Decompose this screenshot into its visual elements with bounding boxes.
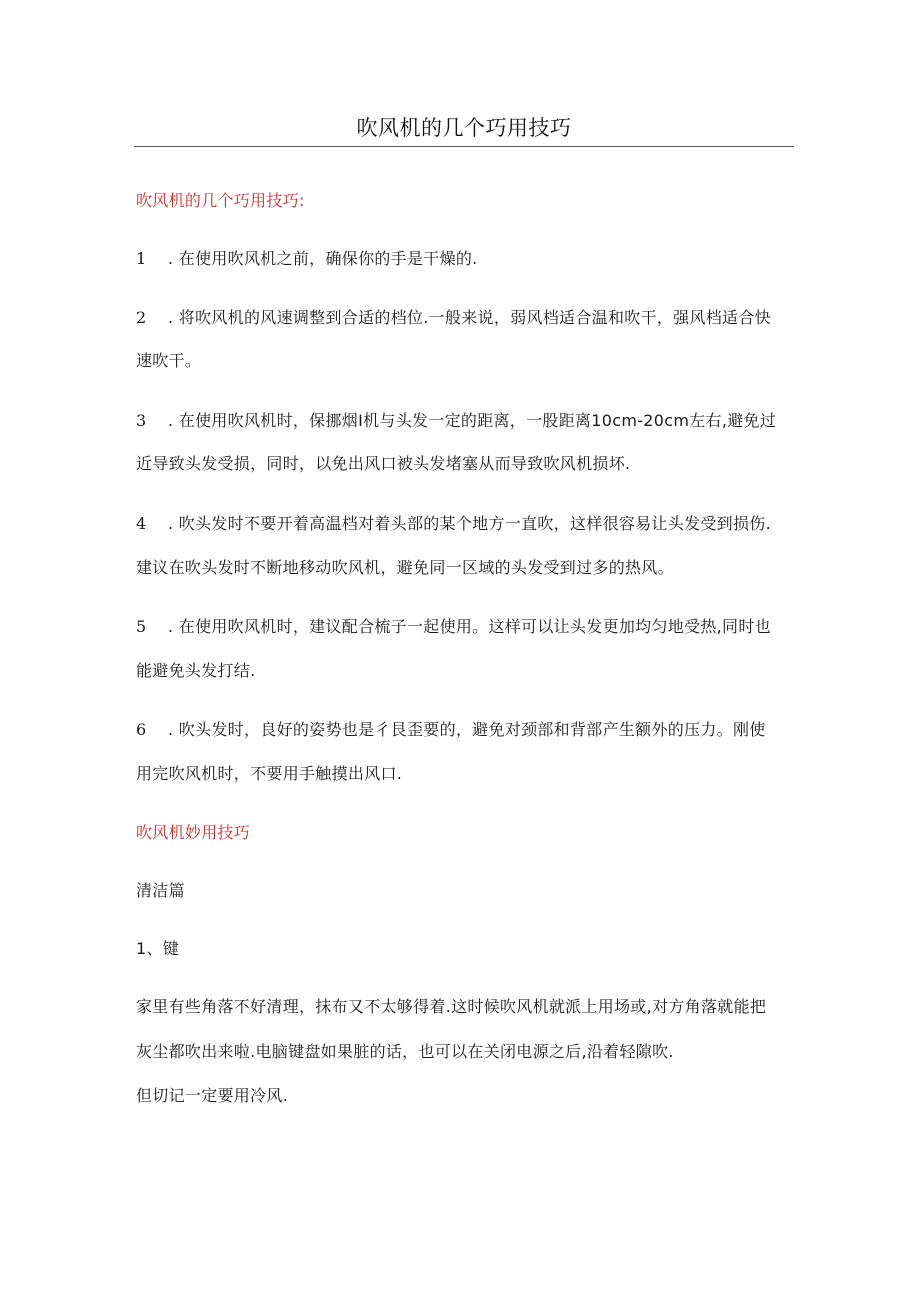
list-item-1: [136, 248, 796, 270]
list-item-6-continuation: 用完吹风机时，不要用手触摸出风口.: [136, 764, 403, 783]
list-item-number: 4: [136, 514, 147, 533]
list-item-text: . 在使用吹风机之前，确保你的手是干燥的.: [168, 249, 478, 268]
list-item-3-continuation: 近导致头发受损，同时，以免出风口被头发堵塞从而导致吹风机损坏.: [136, 454, 631, 473]
list-item-5: [136, 616, 796, 638]
list-item-number: 1: [136, 249, 147, 268]
list-item-4: [136, 513, 796, 535]
document-title: 吹风机的几个巧用技巧: [356, 116, 572, 140]
list-item-text: . 吹头发时，良好的姿势也是彳艮歪要的，避免对颈部和背部产生额外的压力。刚使: [168, 720, 766, 739]
list-item-number: 5: [136, 617, 147, 636]
list-item-6: [136, 719, 796, 741]
list-item-2: [136, 307, 796, 329]
list-item-text: . 将吹风机的风速调整到合适的档位.一般来说，弱风档适合温和吹干，强风档适合快: [168, 308, 771, 327]
list-item-3: [136, 410, 796, 432]
paragraph-line-2: 灰尘都吹出来啦.电脑键盘如果脏的话，也可以在关闭电源之后,沿着轻隙吹.: [136, 1042, 674, 1061]
paragraph-line-3: 但切记一定要用冷风.: [136, 1086, 289, 1105]
subheading-cleaning: 清洁篇: [136, 881, 185, 900]
list-item-5-continuation: 能避免头发打结.: [136, 661, 256, 680]
list-item-4-continuation: 建议在吹头发时不断地移动吹风机，避免同一区域的头发受到过多的热风。: [136, 558, 674, 577]
list-item-text: . 在使用吹风机时，保挪烟I机与头发一定的距离，一股距离10cm-20cm左右,避免过: [168, 411, 777, 430]
list-item-number: 6: [136, 720, 147, 739]
paragraph-line-1: 家里有些角落不好清理，抹布又不太够得着.这时候吹风机就派上用场或,对方角落就能把: [136, 997, 767, 1016]
list-item-text: . 在使用吹风机时，建议配合梳子一起使用。这样可以让头发更加均匀地受热,同时也: [168, 617, 771, 636]
item-title-keyboard: 1、键: [136, 939, 180, 958]
title-underline: [134, 146, 794, 147]
list-item-number: 3: [136, 411, 147, 430]
list-item-2-continuation: 速吹干。: [136, 351, 202, 370]
section-heading-uses: 吹风机妙用技巧: [136, 823, 251, 842]
section-heading-tips: 吹风机的几个巧用技巧:: [136, 191, 305, 210]
list-item-text: . 吹头发时不要开着高温档对着头部的某个地方一直吹，这样很容易让头发受到损伤.: [168, 514, 771, 533]
list-item-number: 2: [136, 308, 147, 327]
